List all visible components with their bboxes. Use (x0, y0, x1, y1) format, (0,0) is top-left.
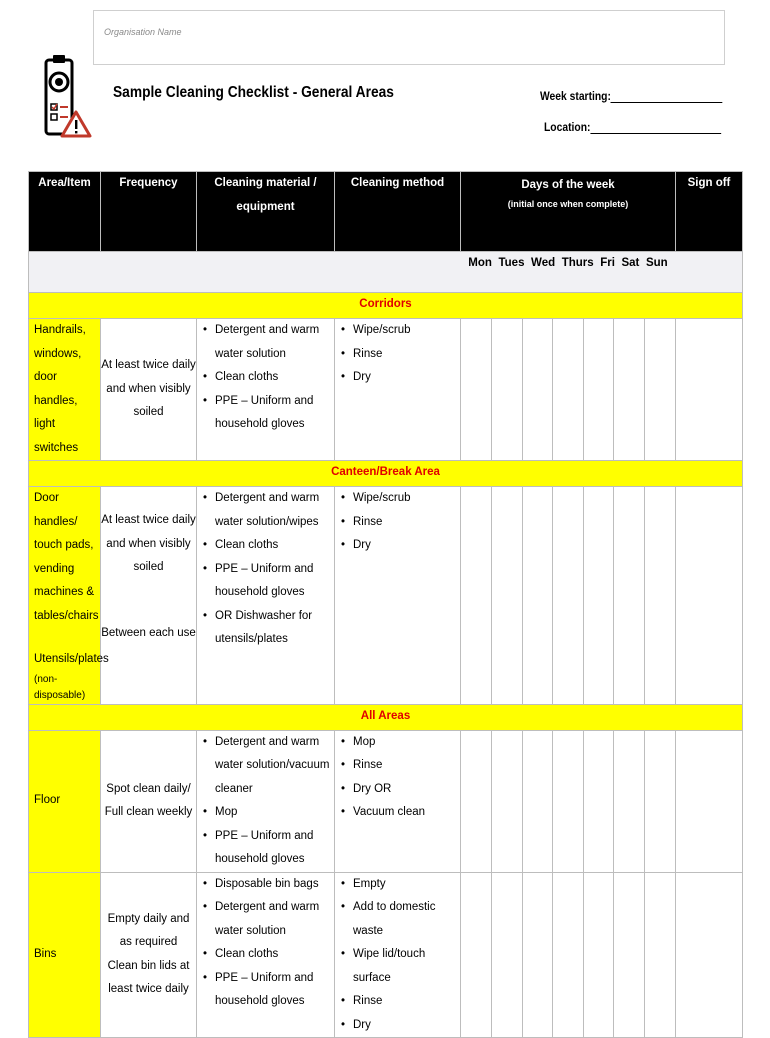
day-checkbox-cell[interactable] (584, 487, 614, 705)
day-checkbox-cell[interactable] (523, 487, 553, 705)
header-method: Cleaning method (335, 172, 461, 252)
signoff-cell[interactable] (676, 730, 743, 872)
header-days (461, 172, 676, 252)
frequency-cell (101, 872, 197, 1038)
location-field[interactable] (544, 120, 721, 134)
day-checkbox-cell[interactable] (523, 872, 553, 1038)
list-item: • Mop (197, 801, 334, 825)
list-item: • Empty (335, 873, 460, 897)
table-row (29, 730, 743, 872)
header-days-note: (initial once when complete) (507, 199, 629, 209)
days-row (29, 252, 743, 293)
list-item: • Clean cloths (197, 943, 334, 967)
page-title: Sample Cleaning Checklist - General Areas (113, 84, 394, 101)
signoff-cell[interactable] (676, 319, 743, 461)
methods-cell (335, 319, 461, 461)
list-item: • Rinse (335, 343, 460, 367)
day-checkbox-cell[interactable] (461, 872, 492, 1038)
frequency-text: At least twice daily and when visibly soiled (101, 514, 196, 573)
week-starting-field[interactable] (540, 89, 723, 103)
day-label: Fri (600, 257, 615, 269)
list-item: • Detergent and warm water solution (197, 896, 334, 943)
day-label: Wed (531, 257, 556, 269)
list-item: • Detergent and warm water solution/vacuum cleaner (197, 731, 334, 802)
list-item: • Vacuum clean (335, 801, 460, 825)
list-item: • Rinse (335, 990, 460, 1014)
list-item: • Detergent and warm water solution/wipes (197, 487, 334, 534)
clipboard-warning-icon (40, 52, 96, 144)
day-checkbox-cell[interactable] (614, 319, 645, 461)
methods-cell (335, 730, 461, 872)
day-checkbox-cell[interactable] (523, 319, 553, 461)
section-row-all-areas (29, 704, 743, 730)
materials-cell (197, 872, 335, 1038)
materials-cell (197, 319, 335, 461)
header-material: Cleaning material / equipment (197, 172, 335, 252)
day-checkbox-cell[interactable] (492, 319, 523, 461)
list-item: • PPE – Uniform and household gloves (197, 558, 334, 605)
methods-cell (335, 487, 461, 705)
list-item: • PPE – Uniform and household gloves (197, 967, 334, 1014)
section-title: All Areas (29, 704, 743, 730)
day-checkbox-cell[interactable] (461, 487, 492, 705)
area-text: Door handles/ touch pads, vending machines & tables/chairs (34, 492, 99, 622)
area-text-secondary: Utensils/plates (34, 653, 109, 665)
day-checkbox-cell[interactable] (461, 730, 492, 872)
day-label: Mon (468, 257, 492, 269)
day-checkbox-cell[interactable] (492, 487, 523, 705)
day-checkbox-cell[interactable] (614, 487, 645, 705)
frequency-text: Empty daily and as required (107, 912, 190, 949)
day-checkbox-cell[interactable] (584, 319, 614, 461)
signoff-cell[interactable] (676, 872, 743, 1038)
day-checkbox-cell[interactable] (645, 487, 676, 705)
frequency-cell: Spot clean daily/ Full clean weekly (101, 730, 197, 872)
day-label: Thurs (561, 257, 594, 269)
area-cell (29, 487, 109, 705)
list-item: • Mop (335, 731, 460, 755)
day-checkbox-cell[interactable] (553, 730, 584, 872)
area-cell: Floor (29, 730, 101, 872)
day-checkbox-cell[interactable] (553, 319, 584, 461)
materials-cell (197, 730, 335, 872)
day-checkbox-cell[interactable] (645, 319, 676, 461)
table-row (29, 487, 743, 705)
section-row-corridors (29, 293, 743, 319)
list-item: • Disposable bin bags (197, 873, 334, 897)
list-item: • Detergent and warm water solution (197, 319, 334, 366)
frequency-cell: At least twice daily and when visibly soiled (101, 319, 197, 461)
header-days-title: Days of the week (521, 179, 615, 191)
day-label: Sat (621, 257, 640, 269)
list-item: • PPE – Uniform and household gloves (197, 390, 334, 437)
day-label: Tues (498, 257, 525, 269)
list-item: • Clean cloths (197, 366, 334, 390)
header-area: Area/Item (29, 172, 101, 252)
cleaning-checklist-table (28, 171, 743, 1038)
list-item: • Dry (335, 366, 460, 390)
frequency-text-secondary: Clean bin lids at least twice daily (107, 959, 190, 996)
list-item: • Wipe/scrub (335, 487, 460, 511)
day-checkbox-cell[interactable] (492, 872, 523, 1038)
location-label: Location: (544, 120, 591, 134)
day-checkbox-cell[interactable] (584, 872, 614, 1038)
day-checkbox-cell[interactable] (461, 319, 492, 461)
day-checkbox-cell[interactable] (614, 872, 645, 1038)
day-checkbox-cell[interactable] (492, 730, 523, 872)
list-item: • Dry (335, 534, 460, 558)
section-row-canteen (29, 461, 743, 487)
frequency-text-secondary: Between each use (101, 626, 196, 639)
methods-cell (335, 872, 461, 1038)
list-item: • Dry (335, 1014, 460, 1038)
week-starting-label: Week starting: (540, 89, 611, 103)
organisation-name-placeholder: Organisation Name (104, 27, 182, 37)
location-line (590, 121, 721, 134)
header-signoff: Sign off (676, 172, 743, 252)
table-row (29, 872, 743, 1038)
list-item: • Dry OR (335, 778, 460, 802)
frequency-cell (101, 487, 197, 705)
day-checkbox-cell[interactable] (553, 872, 584, 1038)
header-row (29, 172, 743, 252)
table-row (29, 319, 743, 461)
day-checkbox-cell[interactable] (553, 487, 584, 705)
week-starting-line (611, 90, 723, 103)
day-checkbox-cell[interactable] (645, 872, 676, 1038)
list-item: • Wipe/scrub (335, 319, 460, 343)
area-note: (non-disposable) (34, 673, 86, 701)
section-title: Canteen/Break Area (29, 461, 743, 487)
area-cell: Handrails, windows, door handles, light switches (29, 319, 101, 461)
list-item: • OR Dishwasher for utensils/plates (197, 605, 334, 652)
organisation-name-box[interactable] (93, 10, 725, 65)
day-checkbox-cell[interactable] (523, 730, 553, 872)
day-checkbox-cell[interactable] (584, 730, 614, 872)
section-title: Corridors (29, 293, 743, 319)
materials-cell (197, 487, 335, 705)
day-checkbox-cell[interactable] (614, 730, 645, 872)
list-item: • Wipe lid/touch surface (335, 943, 460, 990)
list-item: • Clean cloths (197, 534, 334, 558)
list-item: • Add to domestic waste (335, 896, 460, 943)
list-item: • Rinse (335, 511, 460, 535)
day-label: Sun (645, 257, 668, 269)
day-checkbox-cell[interactable] (645, 730, 676, 872)
header-frequency: Frequency (101, 172, 197, 252)
list-item: • Rinse (335, 754, 460, 778)
signoff-cell[interactable] (676, 487, 743, 705)
list-item: • PPE – Uniform and household gloves (197, 825, 334, 872)
area-cell: Bins (29, 872, 101, 1038)
